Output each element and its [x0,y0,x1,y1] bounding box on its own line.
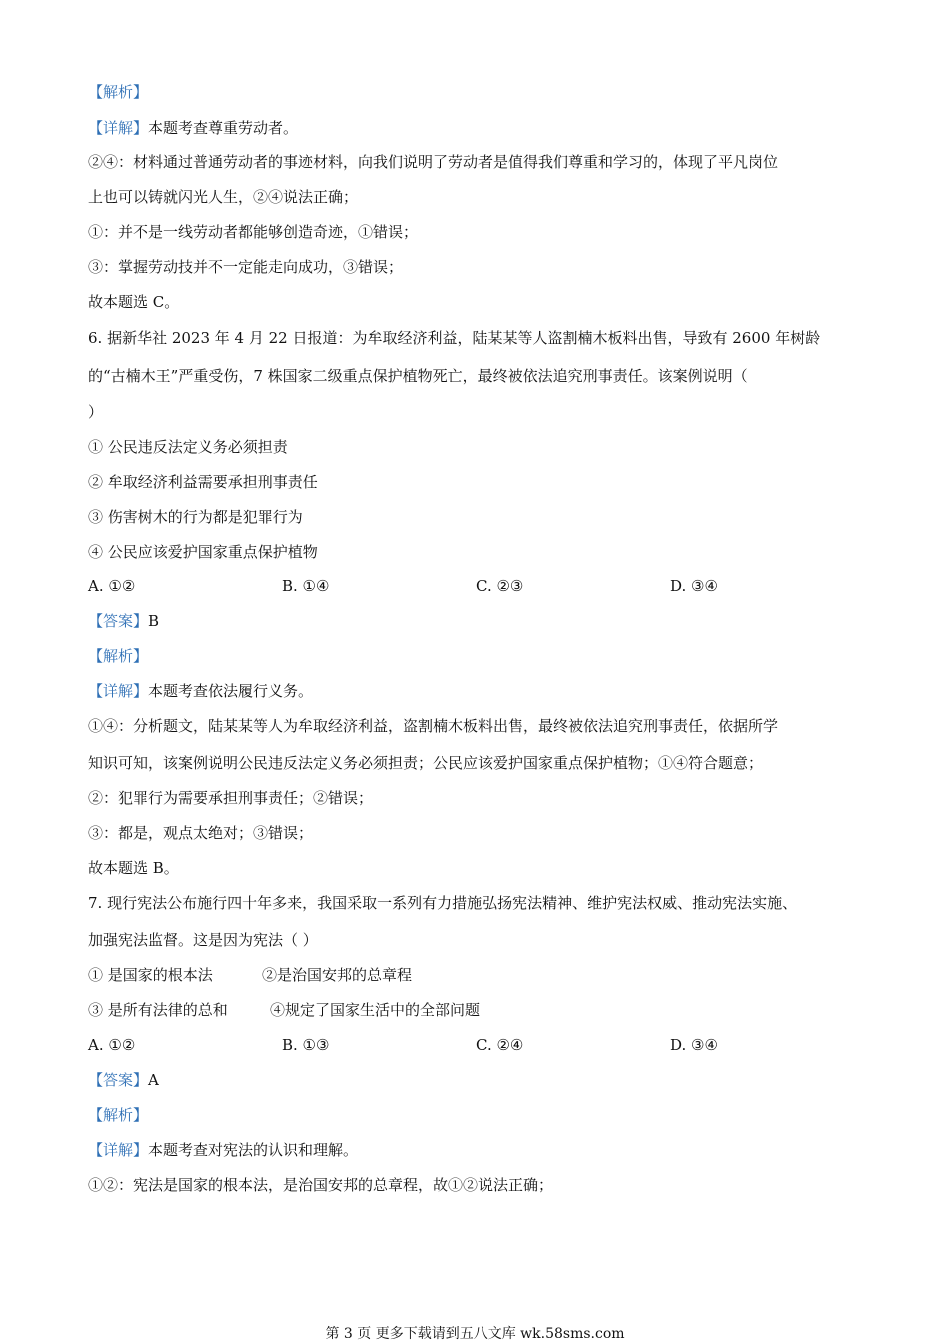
q5-detail-tag: 【详解】 [88,119,149,137]
q6-option-b: B. ①④ [282,577,330,595]
q5-explanation-line-2: 上也可以铸就闪光人生，②④说法正确； [88,188,359,206]
q6-stem-line-2: 的“古楠木王”严重受伤，7 株国家二级重点保护植物死亡，最终被依法追究刑事责任。该案例说明（ [88,367,748,385]
q7-statement-4: ④规定了国家生活中的全部问题 [270,1001,481,1019]
q6-explanation-line-2: 知识可知，该案例说明公民违反法定义务必须担责；公民应该爱护国家重点保护植物；①④符合题意； [88,754,764,772]
q6-stem-line-1: 6. 据新华社 2023 年 4 月 22 日报道：为牟取经济利益，陆某某等人盗割楠木板料出售，导致有 2600 年树龄 [88,329,821,347]
q7-analysis-tag: 【解析】 [88,1106,149,1124]
q6-option-d: D. ③④ [670,577,718,595]
q6-explanation-line-4: ③：都是，观点太绝对；③错误； [88,824,314,842]
q6-answer: B [148,612,160,630]
q7-option-c: C. ②④ [476,1036,524,1054]
q6-explanation-line-3: ②：犯罪行为需要承担刑事责任；②错误； [88,789,374,807]
q6-detail-text: 本题考查依法履行义务。 [148,682,314,700]
q7-option-b: B. ①③ [282,1036,330,1054]
q7-option-a: A. ①② [88,1036,136,1054]
q6-statement-3: ③ 伤害树木的行为都是犯罪行为 [88,508,303,526]
q7-detail-tag: 【详解】 [88,1141,149,1159]
q7-stem-line-1: 7. 现行宪法公布施行四十年多来，我国采取一系列有力措施弘扬宪法精神、维护宪法权威、推动宪法实施、 [88,894,798,912]
q6-analysis-tag: 【解析】 [88,647,149,665]
q5-explanation-line-1: ②④：材料通过普通劳动者的事迹材料，向我们说明了劳动者是值得我们尊重和学习的，体现了平凡岗位 [88,153,779,171]
q7-detail-text: 本题考查对宪法的认识和理解。 [148,1141,359,1159]
q7-statement-3: ③ 是所有法律的总和 [88,1001,228,1019]
q6-option-a: A. ①② [88,577,136,595]
q7-option-d: D. ③④ [670,1036,718,1054]
q7-detail-line [88,1140,358,1160]
q6-detail-tag: 【详解】 [88,682,149,700]
q5-detail-text: 本题考查尊重劳动者。 [148,119,299,137]
q6-explanation-line-1: ①④：分析题文，陆某某等人为牟取经济利益，盗割楠木板料出售，最终被依法追究刑事责任，依据所学 [88,717,779,735]
q6-answer-line [88,611,159,631]
q6-statement-2: ② 牟取经济利益需要承担刑事责任 [88,473,318,491]
q6-statement-1: ① 公民违反法定义务必须担责 [88,438,288,456]
q5-explanation-line-4: ③：掌握劳动技并不一定能走向成功，③错误； [88,258,404,276]
q6-statement-4: ④ 公民应该爱护国家重点保护植物 [88,543,318,561]
q7-answer-line [88,1070,159,1090]
q5-conclusion: 故本题选 C。 [88,293,180,311]
q6-detail-line [88,681,313,701]
q6-stem-line-3: ） [88,403,104,421]
q5-analysis-tag: 【解析】 [88,83,149,101]
q6-option-c: C. ②③ [476,577,524,595]
q5-detail-line [88,118,298,138]
q7-answer-tag: 【答案】 [88,1071,149,1089]
q5-explanation-line-3: ①：并不是一线劳动者都能够创造奇迹，①错误； [88,223,419,241]
q7-stem-line-2: 加强宪法监督。这是因为宪法（ ） [88,931,318,949]
q7-answer: A [148,1071,159,1089]
page-footer: 第 3 页 更多下载请到五八文库 wk.58sms.com [325,1326,625,1342]
q7-explanation-line-1: ①②：宪法是国家的根本法，是治国安邦的总章程，故①②说法正确； [88,1176,554,1194]
q7-statement-2: ②是治国安邦的总章程 [262,966,413,984]
q6-conclusion: 故本题选 B。 [88,859,179,877]
q7-statement-1: ① 是国家的根本法 [88,966,213,984]
q6-answer-tag: 【答案】 [88,612,149,630]
